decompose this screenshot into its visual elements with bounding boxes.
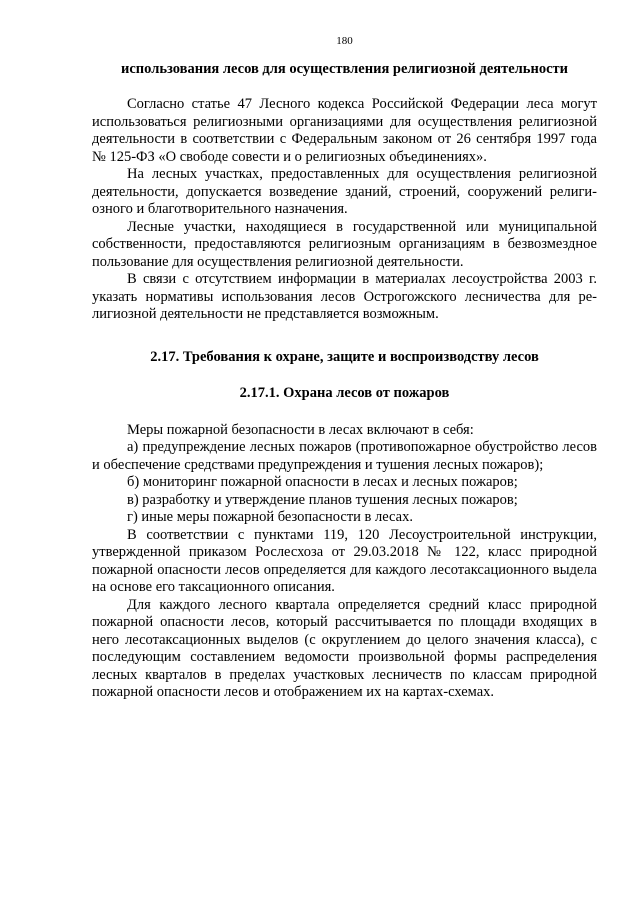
- paragraph-article-47: Согласно статье 47 Лесного кодекса Российской Федерации леса могут использоваться религиозными организациями для осуществления религиозной деятельности в соответствии с Федеральным законом от 26 сентября 1997 года № 125-ФЗ «О свободе совести и о религиозных объединениях».: [92, 96, 597, 165]
- paragraph-no-information: В связи с отсутствием информации в материалах лесоустройства 2003 г. указать нормативы использования лесов Острогожского лесничества для религиозной деятельности не представляется возможным.: [92, 271, 597, 322]
- section-heading-continuation: использования лесов для осуществления религиозной деятельности: [121, 61, 568, 77]
- paragraph-land-plots: Лесные участки, находящиеся в государственной или муниципальной собственности, предоставляются религиозным организациям в безвозмездное пользование для осуществления религиозной деятельности.: [92, 218, 597, 270]
- section-title-2-17: 2.17. Требования к охране, защите и воспроизводству лесов: [150, 348, 539, 365]
- document-page: [92, 34, 597, 702]
- list-item-b: б) мониторинг пожарной опасности в лесах и лесных пожаров;: [127, 474, 518, 490]
- list-item-v: в) разработку и утверждение планов тушения лесных пожаров;: [127, 491, 518, 508]
- paragraph-instruction-119-120: В соответствии с пунктами 119, 120 Лесоустроительной инструкции, утвержденной приказом Рослесхоза от 29.03.2018 № 122, класс природной пожарной опасности лесов определяется для каждого лесотаксационного выдела на основе его таксационного описания.: [92, 526, 597, 595]
- list-item-g: г) иные меры пожарной безопасности в лесах.: [127, 509, 413, 525]
- paragraph-fire-measures-intro: Меры пожарной безопасности в лесах включают в себя:: [127, 421, 474, 438]
- paragraph-buildings: На лесных участках, предоставленных для осуществления религиозной деятельности, допускается возведение зданий, строений, сооружений религиозного и благотворительного назначения.: [92, 166, 597, 217]
- subsection-title-2-17-1: 2.17.1. Охрана лесов от пожаров: [239, 384, 450, 401]
- page-number: 180: [336, 35, 353, 47]
- paragraph-quarter-class: Для каждого лесного квартала определяется средний класс природной пожарной опасности лесов, который рассчитывается по площади входящих в него лесотаксационных выделов (с округлением до целого значения класса), с последующим составлением ведомости произвольной формы распределения лесных кварталов в пределах участковых лесничеств по классам природной пожарной опасности лесов и отображением их на картах-схемах.: [92, 596, 597, 700]
- list-item-a: а) предупреждение лесных пожаров (противопожарное обустройство лесов и обеспечение средствами предупреждения и тушения лесных пожаров);: [92, 439, 597, 473]
